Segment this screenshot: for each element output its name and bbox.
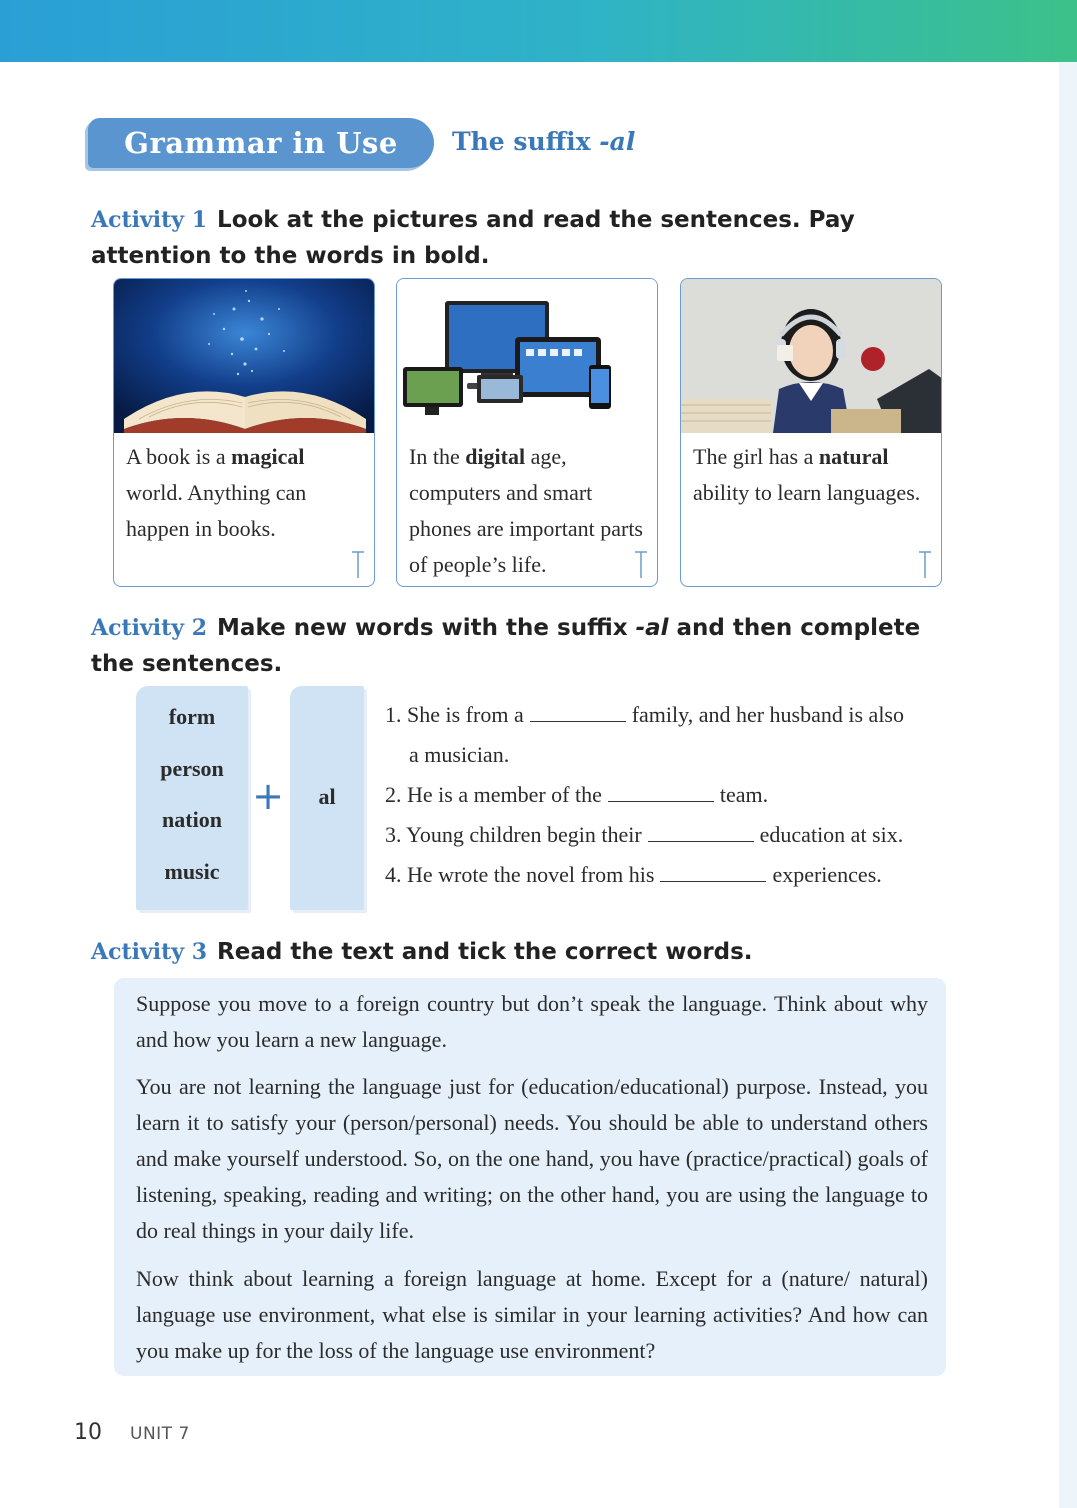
sentence-text: 1. She is from a <box>385 702 524 727</box>
activity3-instruction: Read the text and tick the correct words. <box>217 939 753 965</box>
sentence-text: family, and her husband is also <box>631 702 904 727</box>
caption-text: world. Anything can happen in books. <box>126 480 307 541</box>
activity1-caption-3 <box>693 439 933 511</box>
activity2-instruction-suffix: -al <box>635 615 669 641</box>
root-word: nation <box>162 807 222 832</box>
sentence-text: experiences. <box>772 862 882 887</box>
reading-paragraph-2: You are not learning the language just for (education/educational) purpose. Instead, you learn it to satisfy your (person/personal) needs. You should be able to understand others and make yourself understood. So, on the one hand, you have (practice/practical) goals of listening, speaking, reading and writing; on the other hand, you are using the language to do real things in your daily life. <box>136 1074 928 1243</box>
activity3-heading <box>91 934 951 970</box>
answer-blank[interactable] <box>530 696 626 722</box>
section-subtitle <box>452 124 635 160</box>
corner-mark-icon <box>917 550 933 580</box>
sentence-text: education at six. <box>759 822 904 847</box>
activity2-label: Activity 2 <box>91 615 208 641</box>
activity2-heading <box>91 610 951 682</box>
top-color-band <box>0 0 1077 62</box>
plus-sign: + <box>252 774 284 818</box>
caption-text: A book is a <box>126 444 232 469</box>
caption-bold-word: digital <box>465 444 526 469</box>
activity1-card-2 <box>396 278 658 587</box>
caption-bold-word: natural <box>818 444 889 469</box>
activity1-caption-2 <box>409 439 649 583</box>
caption-bold-word: magical <box>231 444 305 469</box>
section-title-pill <box>88 118 434 168</box>
activity1-heading <box>91 202 951 274</box>
root-word: music <box>164 859 220 884</box>
unit-label: UNIT 7 <box>130 1424 190 1444</box>
caption-text: ability to learn languages. <box>693 480 921 505</box>
suffix-box <box>290 686 364 910</box>
page-edge-strip <box>1059 62 1077 1508</box>
answer-blank[interactable] <box>608 776 714 802</box>
answer-blank[interactable] <box>660 856 766 882</box>
girl-with-headphones-image <box>681 279 941 433</box>
activity1-label: Activity 1 <box>91 207 208 233</box>
activity1-caption-1 <box>126 439 366 547</box>
sentence-text: team. <box>719 782 769 807</box>
root-word: form <box>168 704 216 729</box>
activity1-instruction: Look at the pictures and read the sentences. Pay attention to the words in bold. <box>91 207 855 269</box>
sentence-1-continued: a musician. <box>409 742 510 767</box>
caption-text: The girl has a <box>693 444 819 469</box>
reading-paragraph-3: Now think about learning a foreign language at home. Except for a (nature/ natural) language use environment, what else is similar in your learning activities? And how can you make up for the loss of the language use environment? <box>136 1266 928 1363</box>
sentence-text: 3. Young children begin their <box>385 822 642 847</box>
subtitle-prefix: The suffix <box>452 127 600 156</box>
sentence-2 <box>385 775 945 815</box>
sentence-text: 4. He wrote the novel from his <box>385 862 655 887</box>
suffix-word: al <box>318 784 336 809</box>
caption-text: age, computers and smart phones are important parts of people’s life. <box>409 444 643 577</box>
sentence-4 <box>385 855 945 895</box>
sentence-text: 2. He is a member of the <box>385 782 602 807</box>
reading-paragraph-1: Suppose you move to a foreign country but don’t speak the language. Think about why and how you learn a new language. <box>136 991 928 1052</box>
activity1-card-3 <box>680 278 942 587</box>
corner-mark-icon <box>633 550 649 580</box>
activity2-instruction-post: and then complete the sentences. <box>91 615 921 677</box>
corner-mark-icon <box>350 550 366 580</box>
open-book-magic-image <box>114 279 374 433</box>
activity1-card-1 <box>113 278 375 587</box>
activity2-instruction-pre: Make new words with the suffix <box>217 615 636 641</box>
caption-text: In the <box>409 444 466 469</box>
subtitle-suffix: -al <box>599 127 636 156</box>
digital-devices-image <box>397 279 657 433</box>
sentence-3 <box>385 815 945 855</box>
section-title: Grammar in Use <box>124 126 398 160</box>
activity3-label: Activity 3 <box>91 939 208 965</box>
root-words-box <box>136 686 248 910</box>
sentence-1 <box>385 695 945 735</box>
page-number: 10 <box>74 1420 102 1445</box>
root-word: person <box>160 756 224 781</box>
answer-blank[interactable] <box>648 816 754 842</box>
